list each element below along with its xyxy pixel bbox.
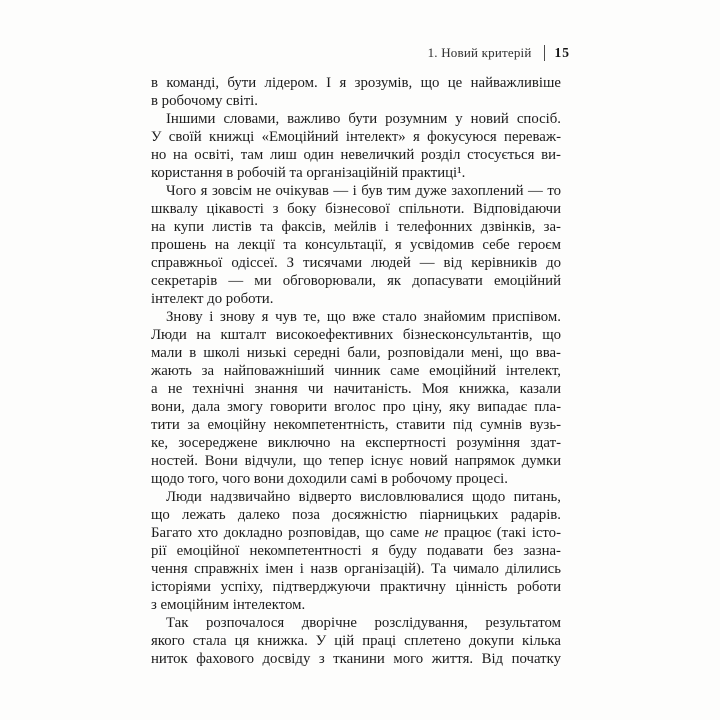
text-line: Люди надзвичайно відверто висловлювалися щодо питань,: [166, 489, 561, 505]
text-line: тити за емоційну некомпетентність, ставити під сумнів вузь-: [151, 417, 561, 433]
text-line: з емоційним інтелектом.: [151, 597, 306, 613]
text-segment: Багато хто докладно розповідав, що саме: [151, 525, 425, 541]
running-header: [0, 45, 570, 61]
text-line: інтелект до роботи.: [151, 291, 274, 307]
text-line: Чого я зовсім не очікував — і був тим дуже захоплений — то: [166, 183, 561, 199]
text-line: У своїй книжці «Емоційний інтелект» я фокусуюся переваж-: [151, 129, 561, 145]
header-divider: [544, 45, 545, 61]
text-line: а не технічні знання чи начитаність. Моя книжка, казали: [151, 381, 561, 397]
text-line: на купи листів та факсів, мейлів і телефонних дзвінків, за-: [151, 219, 561, 235]
text-line: ке, зосереджене виключно на експертності розуміння здат-: [151, 435, 561, 451]
text-segment: працює (такі істо-: [438, 525, 561, 541]
text-line: в команді, бути лідером. І я зрозумів, що це найважливіше: [151, 75, 561, 91]
text-line: якого стала ця книжка. У цій праці сплетено докупи кілька: [151, 633, 561, 649]
chapter-title: 1. Новий критерій: [427, 45, 532, 60]
text-line: що лежать далеко поза досяжністю піарницьких радарів.: [151, 507, 561, 523]
text-line: історіями успіху, підтверджуючи практичну цінність роботи: [151, 579, 561, 595]
text-line: Іншими словами, важливо бути розумним у новий спосіб.: [166, 111, 561, 127]
text-line: ностей. Вони відчули, що тепер існує новий напрямок думки: [151, 453, 561, 469]
text-line: но на освіті, там лиш один невеличкий розділ стосується ви-: [151, 147, 561, 163]
text-line: ниток фахового досвіду з тканини мого життя. Від початку: [151, 651, 561, 667]
paragraph: [151, 182, 561, 308]
text-line: [151, 524, 561, 542]
text-line: прошень на лекції та консультації, я усвідомив себе героєм: [151, 237, 561, 253]
text-line: шквалу цікавості з боку бізнесової спільноти. Відповідаючи: [151, 201, 561, 217]
italic-text-segment: не: [424, 525, 439, 541]
text-line: справжньої одіссеї. З тисячами людей — від керівників до: [151, 255, 561, 271]
paragraph: [151, 74, 561, 110]
page-number: 15: [554, 45, 570, 60]
text-line: користання в робочій та організаційній практиці¹.: [151, 165, 466, 181]
text-line: жають за найповажніший чинник саме емоційний інтелект,: [151, 363, 561, 379]
paragraph: [151, 488, 561, 614]
paragraph: [151, 614, 561, 668]
text-line: вони, дала змогу говорити вголос про ціну, яку випадає пла-: [151, 399, 561, 415]
text-line: Так розпочалося дворічне розслідування, результатом: [166, 615, 561, 631]
text-line: секретарів — ми обговорювали, як допасувати емоційний: [151, 273, 561, 289]
text-line: чення справжніх імен і назв організацій). Та чимало ділились: [151, 561, 561, 577]
text-line: Люди на кшталт високоефективних бізнесконсультантів, що: [151, 327, 561, 343]
text-line: Знову і знову я чув те, що вже стало знайомим приспівом.: [166, 309, 561, 325]
text-line: в робочому світі.: [151, 93, 258, 109]
paragraph: [151, 110, 561, 182]
paragraph: [151, 308, 561, 488]
text-line: щодо того, чого вони доходили самі в робочому процесі.: [151, 471, 508, 487]
body-text: [151, 74, 561, 668]
text-line: мали в школі низькі середні бали, розповідали мені, що вва-: [151, 345, 561, 361]
text-line: рії емоційної некомпетентності я буду подавати без зазна-: [151, 543, 561, 559]
